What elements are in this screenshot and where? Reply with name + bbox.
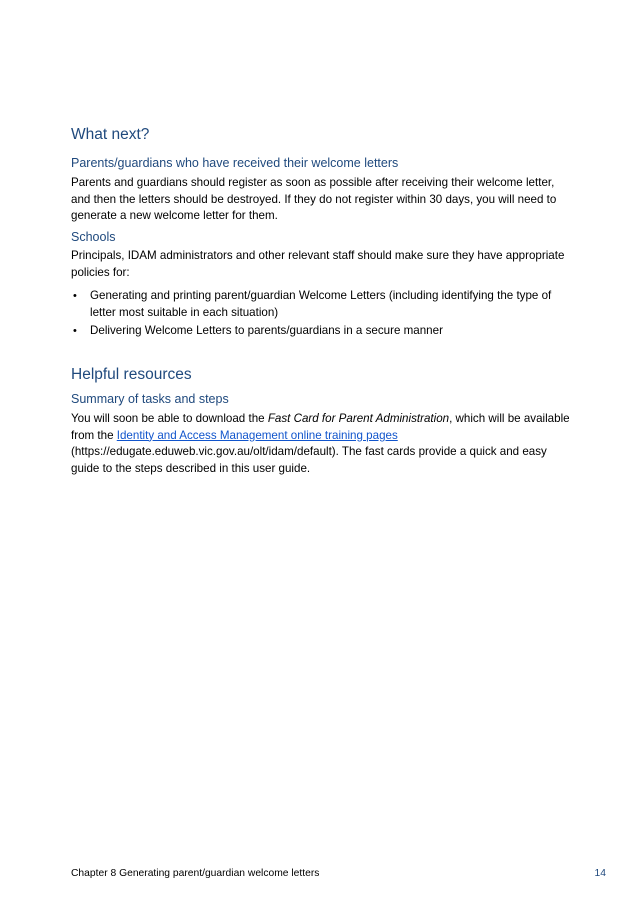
section-heading-helpful-resources: Helpful resources bbox=[71, 366, 192, 383]
idam-training-link[interactable]: Identity and Access Management online training pages bbox=[116, 428, 398, 442]
bullet-icon: • bbox=[73, 290, 77, 302]
list-item-text bbox=[90, 288, 600, 321]
paragraph-line: guide to the steps described in this user guide. bbox=[71, 461, 311, 475]
footer-chapter-title: Chapter 8 Generating parent/guardian welcome letters bbox=[71, 868, 320, 879]
paragraph-line: and then the letters should be destroyed. If they do not register within 30 days, you will need to bbox=[71, 192, 557, 206]
subheading-schools: Schools bbox=[71, 230, 116, 244]
paragraph-summary bbox=[71, 411, 601, 477]
text-run: You will soon be able to download the bbox=[71, 412, 268, 425]
paragraph-line: policies for: bbox=[71, 265, 130, 279]
paragraph-line bbox=[71, 411, 601, 428]
paragraph-schools bbox=[71, 248, 601, 281]
subheading-parents: Parents/guardians who have received their welcome letters bbox=[71, 156, 399, 170]
paragraph-line: generate a new welcome letter for them. bbox=[71, 209, 278, 222]
list-item-line: letter most suitable in each situation) bbox=[90, 305, 279, 319]
subheading-summary: Summary of tasks and steps bbox=[71, 392, 229, 406]
paragraph-parents bbox=[71, 175, 601, 225]
text-run: , which will be available bbox=[449, 412, 570, 425]
paragraph-line: Principals, IDAM administrators and other relevant staff should make sure they have appropriate bbox=[71, 249, 565, 262]
list-item-line: Delivering Welcome Letters to parents/guardians in a secure manner bbox=[90, 324, 443, 337]
footer-page-number: 14 bbox=[594, 868, 606, 879]
list-item-text bbox=[90, 323, 600, 340]
list-item-line: Generating and printing parent/guardian Welcome Letters (including identifying the type of bbox=[90, 289, 552, 302]
paragraph-line: Parents and guardians should register as soon as possible after receiving their welcome letter, bbox=[71, 176, 555, 189]
fast-card-title: Fast Card for Parent Administration bbox=[267, 412, 450, 425]
section-heading-what-next: What next? bbox=[71, 126, 150, 143]
text-run: from the bbox=[71, 428, 117, 442]
paragraph-line: (https://edugate.eduweb.vic.gov.au/olt/idam/default). The fast cards provide a quick and easy bbox=[71, 445, 547, 458]
paragraph-line bbox=[71, 428, 601, 445]
bullet-icon: • bbox=[73, 325, 77, 337]
